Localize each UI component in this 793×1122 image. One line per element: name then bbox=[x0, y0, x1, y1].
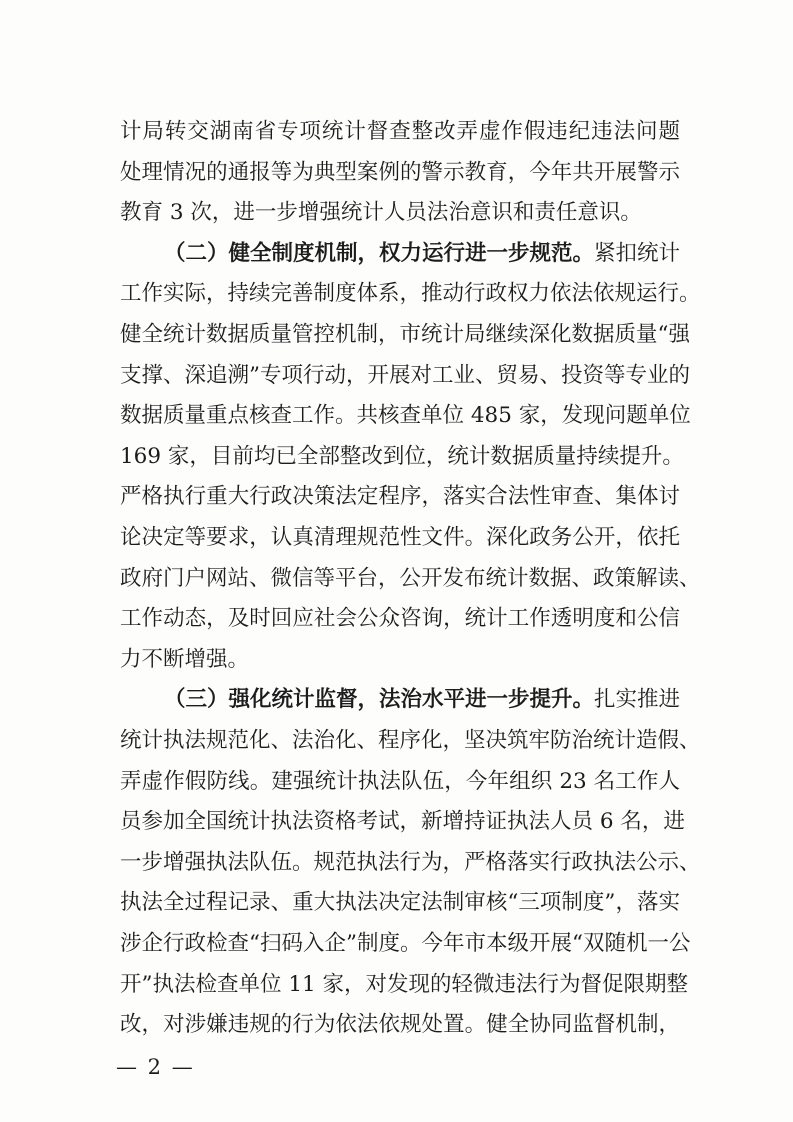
text-line: 弄虚作假防线。建强统计执法队伍，今年组织 23 名工作人 bbox=[120, 768, 680, 794]
text-line: 员参加全国统计执法资格考试，新增持证执法人员 6 名，进 bbox=[120, 809, 685, 835]
text-line: 一步增强执法队伍。规范执法行为，严格落实行政执法公示、 bbox=[120, 849, 701, 875]
text-line: 严格执行重大行政决策法定程序，落实合法性审查、集体讨 bbox=[120, 484, 680, 510]
text-line: 计局转交湖南省专项统计督查整改弄虚作假违纪违法问题 bbox=[120, 119, 680, 144]
text-line: 169 家，目前均已全部整改到位，统计数据质量持续提升。 bbox=[120, 443, 684, 469]
text-line: 数据质量重点核查工作。共核查单位 485 家，发现问题单位 bbox=[120, 403, 691, 429]
text-line: 改，对涉嫌违规的行为依法依规处置。健全协同监督机制， bbox=[120, 1012, 680, 1038]
text-line: 执法全过程记录、重大执法决定法制审核“三项制度”，落实 bbox=[120, 890, 680, 916]
text-line: 政府门户网站、微信等平台，公开发布统计数据、政策解读、 bbox=[120, 565, 701, 591]
section-2-heading: （二）健全制度机制，权力运行进一步规范。 bbox=[164, 240, 595, 266]
text-line: 开”执法检查单位 11 家，对发现的轻微违法行为督促限期整 bbox=[120, 971, 689, 997]
section-3-first-line bbox=[164, 683, 680, 717]
text-line: 论决定等要求，认真清理规范性文件。深化政务公开，依托 bbox=[120, 525, 680, 550]
text-line: 工作动态，及时回应社会公众咨询，统计工作透明度和公信 bbox=[120, 606, 680, 632]
page-number: — 2 — bbox=[116, 1055, 195, 1079]
text-line: 统计执法规范化、法治化、程序化，坚决筑牢防治统计造假、 bbox=[120, 728, 701, 753]
text-line: 涉企行政检查“扫码入企”制度。今年市本级开展“双随机一公 bbox=[120, 931, 691, 956]
text-line: 健全统计数据质量管控机制，市统计局继续深化数据质量“强 bbox=[120, 322, 690, 347]
text-line: 力不断增强。 bbox=[120, 646, 250, 672]
text-line: 处理情况的通报等为典型案例的警示教育，今年共开展警示 bbox=[120, 159, 680, 185]
section-3-heading: （三）强化统计监督，法治水平进一步提升。 bbox=[164, 687, 595, 713]
section-2-first-line bbox=[164, 237, 680, 271]
section-3-text: 扎实推进 bbox=[594, 687, 681, 713]
text-line: 支撑、深追溯”专项行动，开展对工业、贸易、投资等专业的 bbox=[120, 362, 690, 388]
text-line: 教育 3 次，进一步增强统计人员法治意识和责任意识。 bbox=[120, 200, 642, 226]
section-2-text: 紧扣统计 bbox=[594, 240, 681, 266]
text-line: 工作实际，持续完善制度体系，推动行政权力依法依规运行。 bbox=[120, 281, 701, 307]
